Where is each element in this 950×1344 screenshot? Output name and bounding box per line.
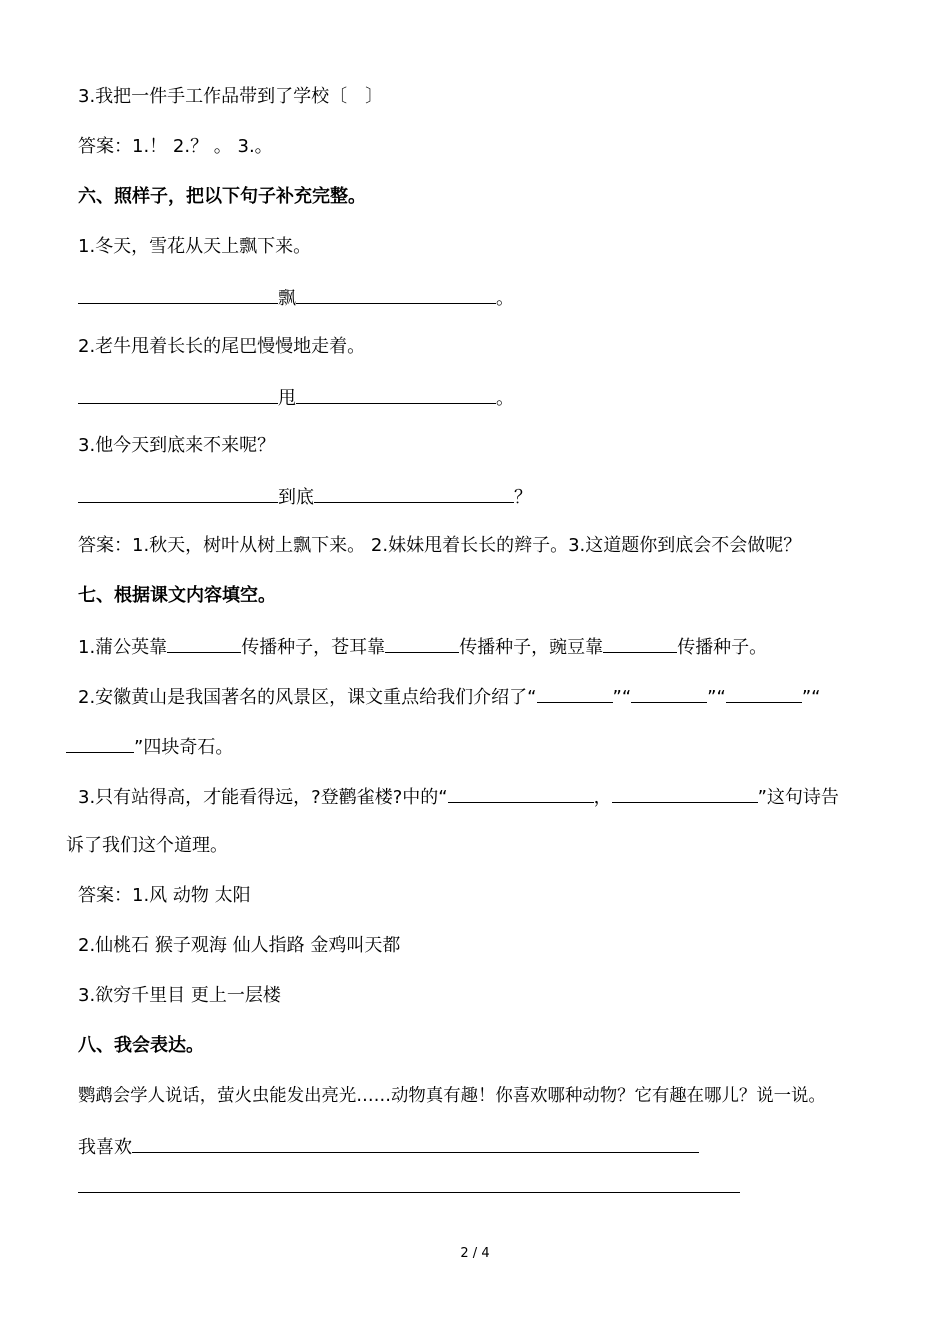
question-6-3: 3.他今天到底来不来呢？ xyxy=(78,435,276,456)
text: 1.蒲公英靠 xyxy=(78,637,168,658)
question-7-3 xyxy=(78,784,839,810)
fill-word: 甩 xyxy=(278,388,296,409)
fill-end: 。 xyxy=(496,388,514,409)
answer-7-1: 答案：1.风 动物 太阳 xyxy=(78,885,251,906)
blank[interactable] xyxy=(78,385,278,404)
question-5-3: 3.我把一件手工作品带到了学校〔 〕 xyxy=(78,86,384,107)
blank[interactable] xyxy=(448,784,594,803)
text: ”“ xyxy=(612,687,632,708)
fill-line-8-1 xyxy=(78,1134,699,1160)
question-6-1: 1.冬天，雪花从天上飘下来。 xyxy=(78,236,312,257)
fill-line-6-3 xyxy=(78,484,532,510)
fill-line-8-2 xyxy=(78,1174,740,1200)
page-number: 2 / 4 xyxy=(460,1246,490,1261)
blank[interactable] xyxy=(603,634,677,653)
blank[interactable] xyxy=(132,1134,699,1153)
blank[interactable] xyxy=(612,784,758,803)
fill-line-6-1 xyxy=(78,285,514,311)
text: 传播种子，苍耳靠 xyxy=(241,637,386,658)
question-7-3-cont: 诉了我们这个道理。 xyxy=(66,835,228,856)
fill-end: 。 xyxy=(496,288,514,309)
text: ”这句诗告 xyxy=(757,787,839,808)
answer-6: 答案：1.秋天，树叶从树上飘下来。 2.妹妹甩着长长的辫子。3.这道题你到底会不会做呢？ xyxy=(78,535,802,556)
fill-word: 飘 xyxy=(278,288,296,309)
text: ”“ xyxy=(801,687,821,708)
question-8: 鹦鹉会学人说话，萤火虫能发出亮光……动物真有趣！你喜欢哪种动物？它有趣在哪儿？说一说。 xyxy=(78,1086,826,1106)
text: 3.只有站得高，才能看得远，?登鹳雀楼?中的“ xyxy=(78,787,448,808)
blank[interactable] xyxy=(167,634,241,653)
answer-5: 答案：1.！ 2.？ 。 3.。 xyxy=(78,136,273,157)
blank[interactable] xyxy=(78,1174,740,1193)
blank[interactable] xyxy=(385,634,459,653)
fill-end: ？ xyxy=(514,487,532,508)
text: 传播种子，豌豆靠 xyxy=(459,637,604,658)
blank[interactable] xyxy=(78,285,278,304)
text: ， xyxy=(593,787,612,808)
answer-7-3: 3.欲穷千里目 更上一层楼 xyxy=(78,985,281,1006)
text: ”“ xyxy=(707,687,726,708)
blank[interactable] xyxy=(78,484,278,503)
question-7-2-cont xyxy=(66,734,233,760)
blank[interactable] xyxy=(631,684,707,703)
text: 传播种子。 xyxy=(677,637,768,658)
blank[interactable] xyxy=(314,484,514,503)
blank[interactable] xyxy=(726,684,802,703)
blank[interactable] xyxy=(296,385,496,404)
answer-7-2: 2.仙桃石 猴子观海 仙人指路 金鸡叫天都 xyxy=(78,935,401,956)
blank[interactable] xyxy=(66,734,134,753)
question-7-1 xyxy=(78,634,767,660)
section-8-heading: 八、我会表达。 xyxy=(78,1035,204,1056)
text: 2.安徽黄山是我国著名的风景区，课文重点给我们介绍了“ xyxy=(78,687,537,708)
fill-word: 到底 xyxy=(278,487,314,508)
fill-line-6-2 xyxy=(78,385,514,411)
text: 我喜欢 xyxy=(78,1137,132,1158)
question-7-2 xyxy=(78,684,820,710)
section-7-heading: 七、根据课文内容填空。 xyxy=(78,585,276,606)
text: ”四块奇石。 xyxy=(134,737,234,758)
section-6-heading: 六、照样子，把以下句子补充完整。 xyxy=(78,186,366,207)
blank[interactable] xyxy=(296,285,496,304)
question-6-2: 2.老牛甩着长长的尾巴慢慢地走着。 xyxy=(78,336,366,357)
blank[interactable] xyxy=(537,684,613,703)
